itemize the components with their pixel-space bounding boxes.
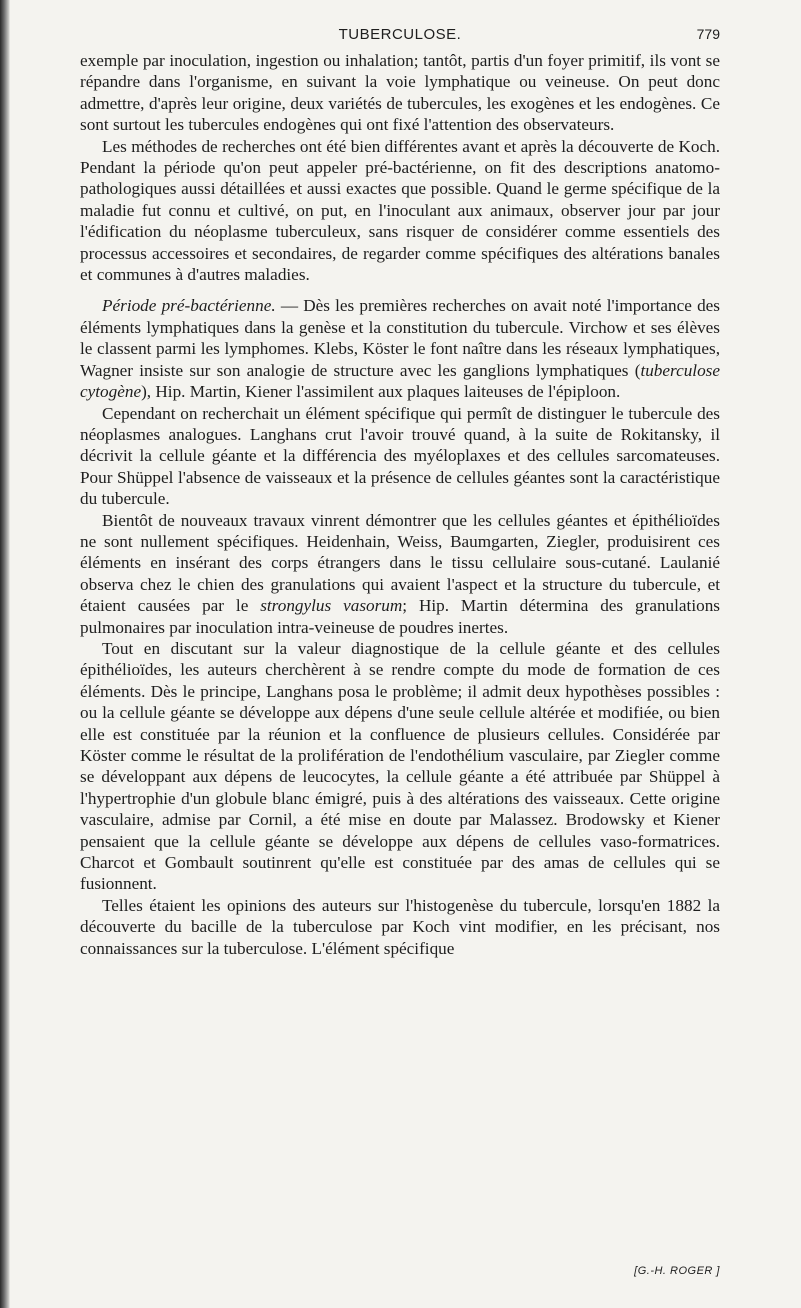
book-page: [80, 22, 720, 1277]
page-number: 779: [696, 26, 720, 42]
paragraph: Cependant on recherchait un élément spécifique qui permît de distinguer le tubercule des néoplasmes analogues. Langhans crut l'avoir trouvé quand, à la suite de Rokitansky, il décrivit la cellule géante et la différencia des myéloplaxes et des cellules sarcomateuses. Pour Shüppel l'absence de vaisseaux et la présence de cellules géantes sont la caractéristique du tubercule.: [80, 403, 720, 509]
section-title: Période pré-bactérienne.: [102, 296, 276, 316]
paragraph: Bientôt de nouveaux travaux vinrent démontrer que les cellules géantes et épithélioïdes ne sont nullement spécifiques. Heidenhain, Weiss, Baumgarten, Ziegler, produisirent ces éléments en insérant des corps étrangers dans le tissu cellulaire sous-cutané. Laulanié observa chez le chien des granulations qui avaient l'aspect et la structure du tubercule, et étaient causées par le strongylus vasorum; Hip. Martin détermina des granulations pulmonaires par inoculation intra-veineuse de poudres inertes.: [80, 510, 720, 637]
paragraph-section-heading: Période pré-bactérienne. — Dès les premières recherches on avait noté l'importance des éléments lymphatiques dans la genèse et la constitution du tubercule. Virchow et ses élèves le classent parmi les lymphomes. Klebs, Köster le font naître dans les réseaux lymphatiques, Wagner insiste sur son analogie de structure avec les ganglions lymphatiques (tuberculose cytogène), Hip. Martin, Kiener l'assimilent aux plaques laiteuses de l'épiploon.: [80, 296, 720, 402]
paragraph: Les méthodes de recherches ont été bien différentes avant et après la découverte de Koch. Pendant la période qu'on peut appeler pré-bactérienne, on fit des descriptions anatomo-pathologiques aussi détaillées et aussi exactes que possible. Quand le germe spécifique de la maladie fut connu et cultivé, on put, en l'inoculant aux animaux, observer jour par jour l'édification du néoplasme tuberculeux, sans risquer de considérer comme essentiels des processus accessoires et secondaires, de regarder comme spécifiques des altérations banales et communes à d'autres maladies.: [80, 136, 720, 285]
body-text: [80, 50, 720, 959]
paragraph: Tout en discutant sur la valeur diagnostique de la cellule géante et des cellules épithélioïdes, les auteurs cherchèrent à se rendre compte du mode de formation de ces éléments. Dès le principe, Langhans posa le problème; il admit deux hypothèses possibles : ou la cellule géante se développe aux dépens d'une seule cellule altérée et modifiée, ou bien elle est constituée par la réunion et la confluence de plusieurs cellules. Considérée par Köster comme le résultat de la prolifération de l'endothélium vasculaire, par Ziegler comme se développant aux dépens de leucocytes, la cellule géante a été attribuée par Shüppel à l'hypertrophie d'un globule blanc émigré, puis à des altérations des vaisseaux. Cette origine vasculaire, admise par Cornil, a été mise en doute par Malassez. Brodowsky et Kiener pensaient que la cellule géante se développe aux dépens de cellules vaso-formatrices. Charcot et Gombault soutinrent qu'elle est constituée par des amas de cellules qui se fusionnent.: [80, 638, 720, 894]
paragraph: exemple par inoculation, ingestion ou inhalation; tantôt, partis d'un foyer primitif, ils vont se répandre dans l'organisme, en suivant la voie lymphatique ou veineuse. On peut donc admettre, d'après leur origine, deux variétés de tubercules, les exogènes et les endogènes. Ce sont surtout les tubercules endogènes qui ont fixé l'attention des observateurs.: [80, 51, 720, 135]
paragraph: Telles étaient les opinions des auteurs sur l'histogenèse du tubercule, lorsqu'en 1882 la découverte du bacille de la tuberculose par Koch vint modifier, en les précisant, nos connaissances sur la tuberculose. L'élément spécifique: [80, 895, 720, 958]
page-binding-edge: [0, 0, 10, 1308]
running-title: TUBERCULOSE.: [338, 26, 462, 43]
running-header: [80, 22, 720, 50]
author-signature: [G.-H. ROGER ]: [634, 1265, 720, 1277]
